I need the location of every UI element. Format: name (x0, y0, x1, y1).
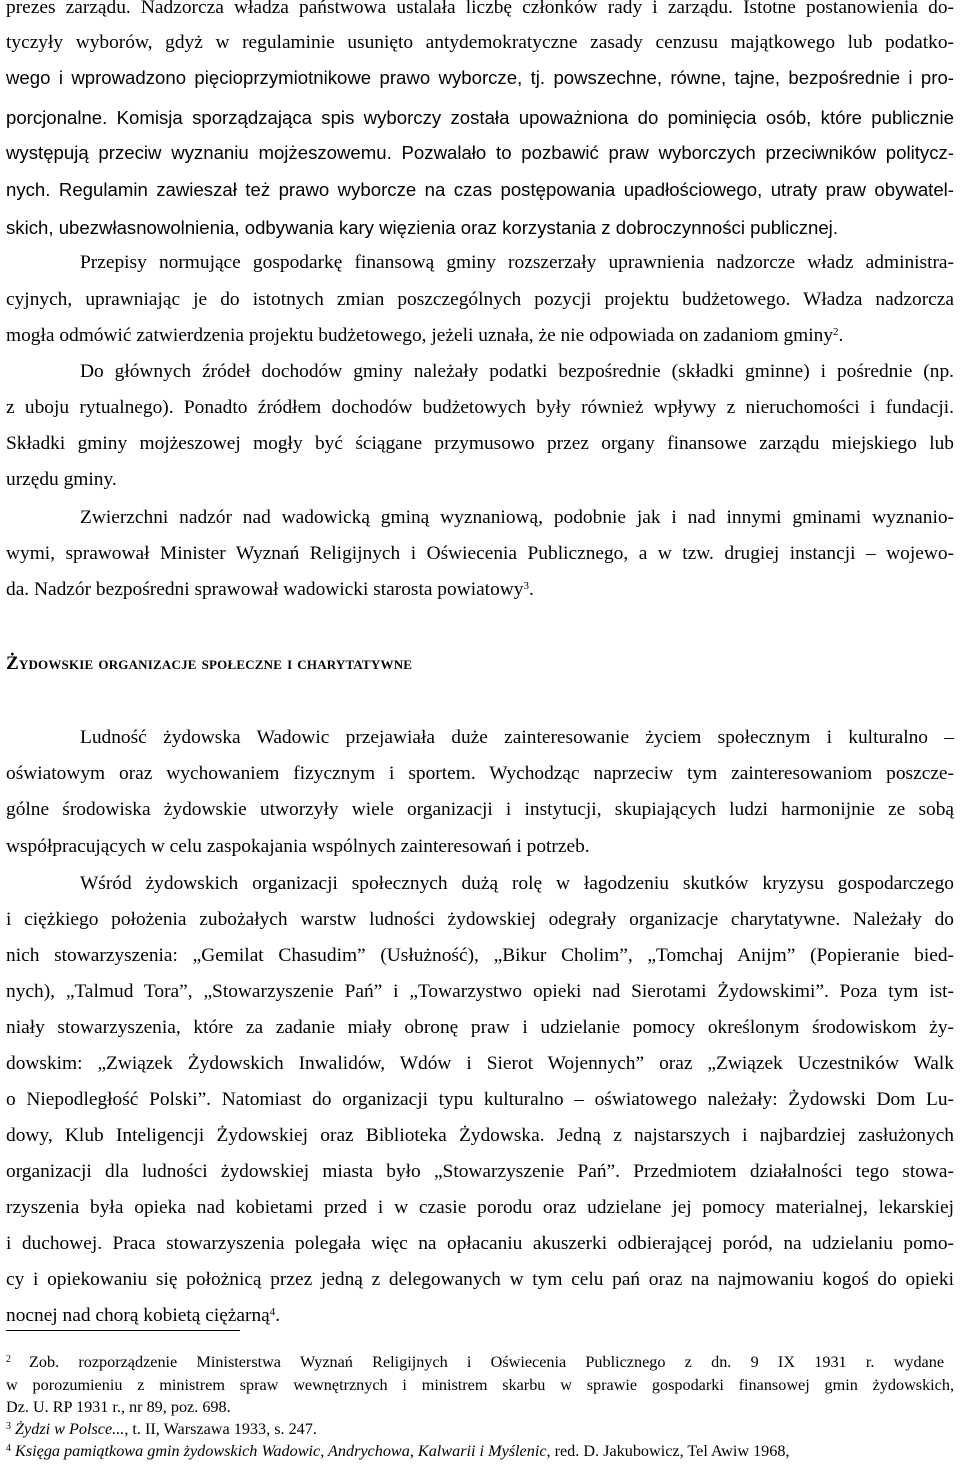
text-line: z uboju rytualnego). Ponadto źródłem dochodów budżetowych były również wpływy z nieruchomości i fundacji. (6, 397, 954, 418)
text-line: gólne środowiska żydowskie utworzyły wiele organizacji i instytucji, skupiających ludzi harmonijnie ze sobą (6, 799, 954, 820)
text-line: rzyszenia była opieka nad kobietami przed i w czasie porodu oraz udzielane jej pomocy materialnej, lekarskiej (6, 1197, 954, 1218)
text-line: cyjnych, uprawniając je do istotnych zmian poszczególnych pozycji projektu budżetowego. Władza nadzorcza (6, 289, 954, 310)
footnote-text: , red. D. Jakubowicz, Tel Awiw 1968, (546, 1442, 790, 1460)
footnote-number: 4 (6, 1443, 11, 1454)
text-line: Składki gminy mojżeszowej mogły być ściągane przymusowo przez organy finansowe zarządu miejskiego lub (6, 433, 954, 454)
text-line (6, 1298, 954, 1334)
text-line: prezes zarządu. Nadzorcza władza państwowa ustalała liczbę członków rady i zarządu. Istotne postanowienia do- (6, 0, 954, 18)
text-span: mogła odmówić zatwierdzenia projektu budżetowego, jeżeli uznała, że nie odpowiada on zadaniom gminy (6, 325, 834, 346)
text-line: współpracujących w celu zaspokajania wspólnych zainteresowań i potrzeb. (6, 836, 590, 857)
text-line: organizacji dla ludności żydowskiej miasta było „Stowarzyszenie Pań”. Przedmiotem działalności tego stowa- (6, 1161, 954, 1182)
text-line: porcjonalne. Komisja sporządzająca spis wyborczy została upoważniona do pominięcia osób, które publicznie (6, 107, 954, 128)
paragraph-first-line: Do głównych źródeł dochodów gminy należały podatki bezpośrednie (składki gminne) i pośrednie (np. (80, 361, 954, 382)
text-span: da. Nadzór bezpośredni sprawował wadowicki starosta powiatowy (6, 579, 524, 600)
section-heading: Żydowskie organizacje społeczne i charytatywne (6, 653, 413, 674)
text-line: tyczyły wyborów, gdyż w regulaminie usunięto antydemokratyczne zasady cenzusu majątkowego lub podatko- (6, 32, 954, 53)
text-span: . (528, 579, 534, 600)
footnote-2 (6, 1352, 954, 1372)
footnote-number: 2 (6, 1354, 11, 1365)
text-line: skich, ubezwłasnowolnienia, odbywania kary więzienia oraz korzystania z dobroczynności publicznej. (6, 217, 838, 238)
text-line: występują przeciw wyznaniu mojżeszowemu. Pozwalało to pozbawić praw wyborczych przeciwników politycz- (6, 142, 954, 163)
text-line: wego i wprowadzono pięcioprzymiotnikowe prawo wyborcze, tj. powszechne, równe, tajne, bezpośrednie i pro- (6, 67, 954, 88)
text-line: nych), „Talmud Tora”, „Stowarzyszenie Pań” i „Towarzystwo opieki nad Sierotami Żydowskimi”. Poza tym ist- (6, 981, 954, 1002)
footnote-ref[interactable]: 3 (523, 580, 529, 592)
paragraph-first-line: Przepisy normujące gospodarkę finansową gminy rozszerzały uprawnienia nadzorcze władz administra- (80, 252, 954, 273)
text-line: i duchowej. Praca stowarzyszenia polegała więc na opłacaniu akuszerki odbierającej poród, na udzielaniu pomo- (6, 1233, 954, 1254)
footnote-2-line: Dz. U. RP 1931 r., nr 89, poz. 698. (6, 1398, 231, 1416)
text-line: dowy, Klub Inteligencji Żydowskiej oraz Biblioteka Żydowska. Jedną z najstarszych i najbardziej zasłużonych (6, 1125, 954, 1146)
text-line: oświatowym oraz wychowaniem fizycznym i sportem. Wychodząc naprzeciw tym zainteresowaniom poszcze- (6, 763, 954, 784)
text-line: dowskim: „Związek Żydowskich Inwalidów, Wdów i Sierot Wojennych” oraz „Związek Uczestników Walk (6, 1053, 954, 1074)
footnote-ref[interactable]: 2 (833, 326, 839, 338)
footnote-3 (6, 1419, 954, 1439)
text-span: . (838, 325, 844, 346)
text-line: cy i opiekowaniu się położnicą przez jedną z delegowanych w tym celu pań oraz na najmowaniu kogoś do opieki (6, 1269, 954, 1290)
text-line: nich stowarzyszenia: „Gemilat Chasudim” (Usłużność), „Bikur Cholim”, „Tomchaj Anijm” (Popieranie bied- (6, 945, 954, 966)
footnote-title: Księga pamiątkowa gmin żydowskich Wadowic, Andrychowa, Kalwarii i Myślenic (15, 1442, 547, 1460)
paragraph-first-line: Zwierzchni nadzór nad wadowicką gminą wyznaniową, podobnie jak i nad innymi gminami wyznanio- (80, 507, 954, 528)
text-line: o Niepodległość Polski”. Natomiast do organizacji typu kulturalno – oświatowego należały: Żydowski Dom Lu- (6, 1089, 954, 1110)
footnote-2-line: w porozumieniu z ministrem spraw wewnętrznych i ministrem skarbu w sprawie gospodarki finansowej gmin żydowskich, (6, 1376, 954, 1394)
footnote-4 (6, 1441, 954, 1461)
footnote-separator (6, 1330, 240, 1331)
text-line: niały stowarzyszenia, które za zadanie miały obronę praw i udzielanie pomocy określonym środowiskom ży- (6, 1017, 954, 1038)
text-line (6, 572, 954, 608)
paragraph-first-line: Wśród żydowskich organizacji społecznych dużą rolę w łagodzeniu skutków kryzysu gospodarczego (80, 873, 954, 894)
text-line: nych. Regulamin zawieszał też prawo wyborcze na czas postępowania upadłościowego, utraty praw obywatel- (6, 179, 954, 200)
text-span: . (275, 1305, 281, 1326)
text-span: nocnej nad chorą kobietą ciężarną (6, 1305, 270, 1326)
text-line (6, 318, 954, 354)
text-line: wymi, sprawował Minister Wyznań Religijnych i Oświecenia Publicznego, a w tzw. drugiej instancji – wojewo- (6, 543, 954, 564)
footnote-number: 3 (6, 1421, 11, 1432)
text-line: i ciężkiego położenia zubożałych warstw ludności żydowskiej odegrały organizacje charytatywne. Należały do (6, 909, 954, 930)
footnote-title: Żydzi w Polsce... (15, 1420, 125, 1438)
footnote-text: Zob. rozporządzenie Ministerstwa Wyznań Religijnych i Oświecenia Publicznego z dn. 9 IX 1931 r. wydane (29, 1353, 944, 1371)
text-line: urzędu gminy. (6, 469, 117, 490)
paragraph-first-line: Ludność żydowska Wadowic przejawiała duże zainteresowanie życiem społecznym i kulturalno – (80, 727, 954, 748)
footnote-ref[interactable]: 4 (269, 1306, 276, 1318)
footnote-text: , t. II, Warszawa 1933, s. 247. (124, 1420, 317, 1438)
